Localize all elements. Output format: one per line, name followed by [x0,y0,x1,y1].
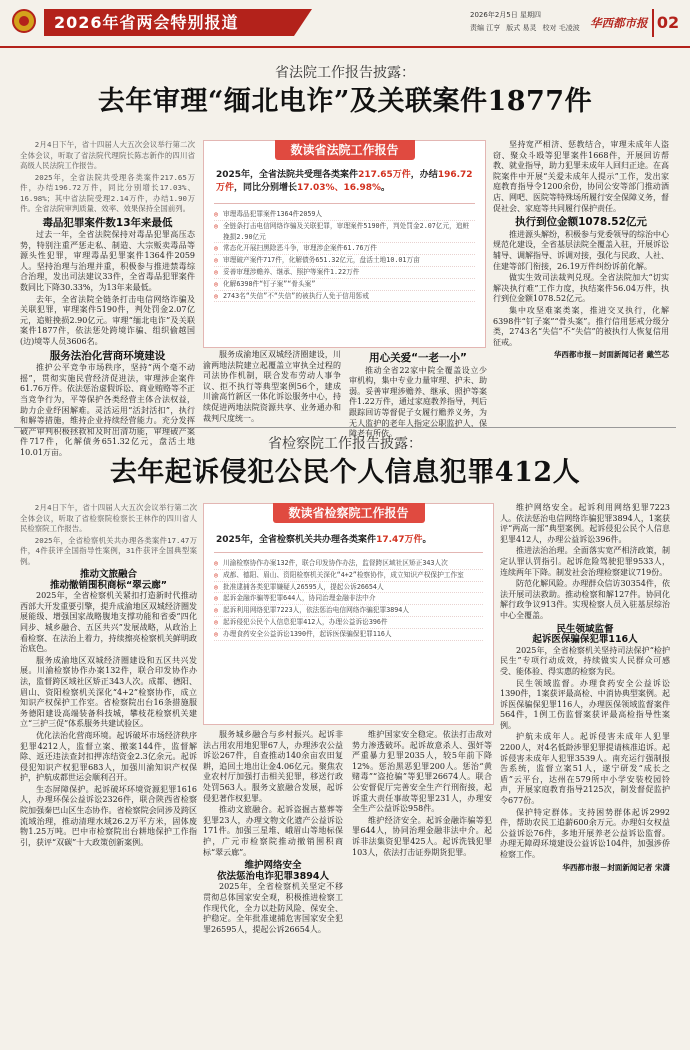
infobox1-lead: 2025年，全省法院共受理各类案件217.65万件，办结196.72万件，同比分别增长17.03%、16.98%。 [216,170,473,193]
staff-proof: 校对 毛凌波 [542,24,580,32]
story1-subhead: 服务法治化营商环境建设 [49,349,166,362]
story1-paragraph: 过去一年，全省法院保持对毒品犯罪高压态势，特别注重严惩走私、制造、大宗贩卖毒品等源头性犯罪，审理毒品犯罪案件1364件2059人。坚持治理与治理并重，积极参与推进禁毒综合治理，发出司法建议33件，全省毒品犯罪案件数同比下降30.33%，为13年来最低。 [20,230,195,293]
story2-subhead: 推动文旅融合 推动撤销围积商标“翠云廊” [50,569,167,591]
story1-lead: 2月4日下午，省十四届人大五次会议举行第二次全体会议，听取了省法院代理院长陈志新作的四川省高级人民法院工作报告。 [20,140,195,170]
story1-headline: 去年审理“缅北电诈”及关联案件1877件 [97,86,593,117]
masthead [0,0,690,48]
story2-paragraph: 护航未成年人。起诉侵害未成年人犯罪2200人，对4名低龄涉罪犯罪提请核准追诉。起诉侵害未成年人犯罪3539人。南充运行强制报告系统，监督立案51人，遂宁研发“成长之盾”云平台，达州在579所中小学安装校园铃声，开展家庭教育指导2125次，制发督促监护令677份。 [500,732,670,806]
infobox2-item: ◎ 办理食药安全公益诉讼1390件，起诉医保骗保犯罪116人 [214,629,483,641]
story2-headline: 去年起诉侵犯公民个人信息犯罪412人 [109,457,581,488]
story2-subhead: 维护网络安全 依法惩治电诈犯罪3894人 [217,860,329,882]
story2-kicker: 省检察院工作报告披露： [268,436,422,452]
story2-paragraph: 服务成渝地区双城经济圈建设和五区共兴发展。川渝检察协作办案132件，联合印发协作办法，监督跨区域社区矫正343人次。成都、德阳、眉山、资阳检察机关深化“4+2”检察协作，成立知识产权保护工作室。省检察院出台16条措施服务德阳建设高端装备科技城，攀枝花检察机关建立“三护三促”体系服务共建试验区。 [20,655,197,729]
infobox1-item: ◎ 化解6398件“钉子案”“骨头案” [214,279,475,291]
section-banner: 2026年省两会特别报道 [44,9,294,36]
infobox1-item: ◎ 2743名“失信”不“失信”的被执行人免于信用惩戒 [214,291,475,303]
story2-lead: 2月4日下午，省十四届人大五次会议举行第二次全体会议，听取了省检察院检察长王林作的四川省人民检察院工作报告。 [20,503,197,533]
page-number: 02 [652,9,682,37]
story2-paragraph: 防范化解风险。办理群众信访30354件，依法开展司法救助。推动检察和解127件。协同化解行政争议913件。实现检察人员入驻基层综治中心全覆盖。 [500,579,670,620]
story2-paragraph: 2025年，全省检察机关坚定不移贯彻总体国家安全观，积极推进检察工作现代化，全力以赴防风险、保安全、护稳定。全年批准逮捕危害国家安全犯罪26595人，提起公诉26654人。 [203,882,343,934]
banner-tail [294,9,312,36]
story2-paragraph: 优化法治化营商环境。起诉破坏市场经济秩序犯罪4212人，监督立案、撤案144件，监督解除、返还违法查封扣押冻结资金2.3亿余元。起诉侵犯知识产权犯罪683人，加强川渝知识产权保护，护航成都世运会顺利召开。 [20,730,197,783]
story2-paragraph: 民生领域监督。办理食药安全公益诉讼1390件，1案获评最高检、中消协典型案例。起诉医保骗保犯罪116人，办理医保领域监督案件564件，1例工伤监督案获评最高检指导性案例。 [500,678,670,730]
staff-credits [470,22,588,35]
story1-col4 [493,140,669,361]
story2-paragraph: 2025年，全省检察机关紧扣打造新时代推动西部大开发重要引擎，提升成渝地区双城经济圈发展能级、增强国家战略腹地支撑功能和省委“四化同步、城乡融合、五区共兴”发展战略，从政治上看检察、在法治上着力，持续擦亮检察机关鲜明政治底色。 [20,591,197,654]
story2-paragraph: 2025年，全省检察机关坚持司法保护“检护民生”专项行动成效，持续做实人民群众可感受、能体验、得实惠的检察为民。 [500,645,670,676]
infobox1-title: 数读省法院工作报告 [274,140,414,160]
infobox1-item: ◎ 全链条打击电信网络诈骗及关联犯罪，审理案件5190件，判处罚金2.07亿元，追赃挽损2.90亿元 [214,221,475,244]
story-divider [14,427,676,428]
infobox1-item: ◎ 审理破产案件717件，化解债务651.32亿元，盘活土地10.01万亩 [214,255,475,267]
infobox1-item: ◎ 审理毒品犯罪案件1364件2059人 [214,209,475,221]
story1-paragraph: 去年，全省法院全链条打击电信网络诈骗及关联犯罪，审理案件5190件，判处罚金2.07亿元，追赃挽损2.90亿元。审理“缅北电诈”及关联案件1877件，依法惩处跨境诈骗、组织偷越国(边)境等人员3606名。 [20,294,195,347]
issue-date: 2026年2月5日 星期四 [470,11,541,19]
story2-paragraph: 维护网络安全。起诉利用网络犯罪7223人。依法惩治电信网络诈骗犯罪3894人，1案获评“两高一部”典型案例。起诉侵犯公民个人信息犯罪412人，办理公益诉讼396件。 [500,503,670,544]
infobox1-list [214,209,475,302]
story1-paragraph: 集中攻坚难案类案，推进交叉执行，化解6398件“钉子案”“骨头案”。推行信用惩戒分级分类，2743名“失信”不“失信”的被执行人恢复信用征戒。 [493,305,669,347]
infobox2-lead: 2025年，全省检察机关共办理各类案件17.47万件。 [216,535,432,545]
story1-byline: 华西都市报－封面新闻记者 戴竺芯 [553,350,669,360]
newspaper-logo: 华西都市报 [590,16,648,30]
story1-paragraph: 推动全省22家中院全覆盖设立少审机构，集中专业力量审理、护未、助弱。妥善审理涉赡养、继承、照护等案件1.22万件，通过家庭教养指导，判后跟踪回访等督促子女履行赡养义务，为无人监护的老年人指定公职监护人，保障老有所依。 [349,365,487,439]
infobox2-item: ◎ 起诉侵犯公民个人信息犯罪412人，办理公益诉讼396件 [214,617,483,629]
story2-paragraph: 维护国家安全稳定。依法打击敌对势力渗透破坏。起诉故意杀人、强奸等严重暴力犯罪2035人，较5年前下降12%。惩治黑恶犯罪200人。惩治“黄赌毒”“盗抢骗”等犯罪26674人。联合公安督促厅完善安全生产行刑衔接，起诉重大责任事故等犯罪231人，办理安全生产公益诉讼958件。 [352,730,492,814]
infobox2-list [214,558,483,641]
story2-infobox [203,503,494,725]
infobox2-title: 数读省检察院工作报告 [272,503,424,523]
story1-paragraph: 坚持宽严相济、惩教结合，审理未成年人盗窃、聚众斗殴等犯罪案件1668件，开展回访帮教、就业指导，助力犯罪未成年人回归正途。在高院案件中开展“关爱未成年人提示”工作，发出家庭教育指导令1200余份，协同公安等部门推动酒店、网吧、医院等特殊场所履行安全保障义务，督促社会、家庭等共同履行保护责任。 [493,140,669,213]
staff-editor: 责编 江亨 [470,24,501,32]
infobox2-item: ◎ 起诉金融诈骗等犯罪644人，协同治理金融非法中介 [214,593,483,605]
infobox1-divider [214,203,475,204]
story2-paragraph: 2025年，全省检察机关共办理各类案件17.47万件，4件获评全国指导性案例，31件获评全国典型案例。 [20,535,197,566]
infobox2-item: ◎ 川渝检察协作办案132件，联合印发协作办法，监督跨区域社区矫正343人次 [214,558,483,570]
party-emblem-icon [12,9,36,33]
issue-meta [470,9,588,35]
story2-paragraph: 推动文旅融合。起诉盗掘古墓葬等犯罪23人，办理文物文化遗产公益诉讼171件。加强三星堆、峨眉山等地标保护，广元市检察院推动撤销围积商标“翠云廊”。 [203,805,343,857]
story1-paragraph: 2025年，全省法院共受理各类案件217.65万件，办结196.72万件，同比分别增长17.03%、16.98%；其中省法院受理2.14万件，办结1.90万件。全省法院审判质量、效率、效果保持全国前列。 [20,172,195,213]
story2-paragraph: 保护特定群体。支持困势群体起诉2992件，帮助农民工追薪600余万元。办理妇女权益公益诉讼76件，多地开展养老公益诉讼监督。办理无障碍环境建设公益诉讼104件，加强涉侨检察工作。 [500,807,670,859]
story1-subhead: 执行到位金额1078.52亿元 [515,216,647,229]
story2-byline: 华西都市报－封面新闻记者 宋潇 [562,862,670,872]
story2-col3 [352,730,492,859]
story2-col1 [20,503,197,849]
story2-col4 [500,503,670,873]
story1-paragraph: 做实生效司法裁判兑现。全省法院加大“切实解决执行难”工作力度，执结案件56.04万件，执行到位金额1078.52亿元。 [493,273,669,304]
story1-paragraph: 推进源头解纷，积极参与党委领导的综治中心规范化建设，全省基层法院全覆盖入驻，开展诉讼辅导、调解指导、诉调对接，强化与民政、人社、住建等部门衔接，26.19万件纠纷诉前化解。 [493,229,669,271]
story2-paragraph: 推进法治治理。全面落实宽严相济政策，制定认罪认罚指引。起诉危险驾驶犯罪9533人，连续两年下降。制发社会治理检察建议719份。 [500,546,670,577]
story1-subhead: 用心关爱“一老一小” [369,352,467,364]
infobox2-divider [214,552,483,553]
infobox2-item: ◎ 批准逮捕各类犯罪嫌疑人26595人，提起公诉26654人 [214,582,483,594]
infobox1-item: ◎ 常态化开展扫黑除恶斗争，审理涉企案件61.76万件 [214,243,475,255]
story2-subhead: 民生领域监督 起诉医保骗保犯罪116人 [532,623,638,646]
story1-infobox [203,140,486,348]
infobox2-item: ◎ 起诉利用网络犯罪7223人，依法惩治电信网络诈骗犯罪3894人 [214,605,483,617]
story1-paragraph: 推护公平竞争市场秩序，坚持“两个毫不动摇”，贯彻实施民营经济促进法，审理涉企案件61.76万件。依法惩治虚假诉讼、商业贿赂等不正当竞争行为，平等保护各类经营主体合法权益，助力企业纾困解难。灵活运用“活封活扣”，执行和解等措施，维持企业持续经营能力。充分发挥破产审判积极拯救和及时出清功能，审理破产案件717件，化解债务651.32亿元，盘活土地10.01万亩。 [20,363,195,457]
story2-paragraph: 生态屏障保护。起诉破坏环境资源犯罪1616人，办理环保公益诉讼2326件，联合陕西省检察院加强秦巴山区生态协作。省检察院会同涉及跨区流域治理，推动清理水域26.2万平方米，固体废物1.25万吨。巴中市检察院出台耕地保护工作指引，获评“双碳”十大政策创新案例。 [20,784,197,847]
story1-paragraph: 服务成渝地区双城经济圈建设，川渝两地法院建立起覆盖立审执全过程的司法协作机制，联合发布劳动人事争议、拒不执行等典型案例56个，建成川渝高竹新区一体化诉讼服务中心，持续促进两地法院资源共享、业务通办和裁判尺度统一。 [203,350,341,423]
story2-col2 [203,730,343,936]
infobox2-item: ◎ 成都、德阳、眉山、资阳检察机关深化“4+2”检察协作，成立知识产权保护工作室 [214,570,483,582]
story1-subhead: 毒品犯罪案件数13年来最低 [42,216,173,229]
story2-paragraph: 服务城乡融合与乡村振兴。起诉非法占用农用地犯罪67人，办理涉农公益诉讼267件，自查推动140余亩农田复耕，追回土地出让金4.06亿元。聚焦农业农村厅加强打击相关犯罪，移送行政处罚563人。服务文旅融合发展，起诉侵犯著作权犯罪。 [203,730,343,803]
story1-kicker: 省法院工作报告披露： [275,65,415,81]
infobox1-item: ◎ 妥善审理涉赡养、继承、照护等案件1.22万件 [214,267,475,279]
story2-paragraph: 维护经济安全。起诉金融诈骗等犯罪644人，协同治理金融非法中介。起诉非法集资犯罪425人。起诉洗钱犯罪103人，依法打击证券期货犯罪。 [352,815,492,857]
staff-layout: 版式 易灵 [506,24,537,32]
story1-col1 [20,140,195,460]
story1-col2 [203,350,341,425]
